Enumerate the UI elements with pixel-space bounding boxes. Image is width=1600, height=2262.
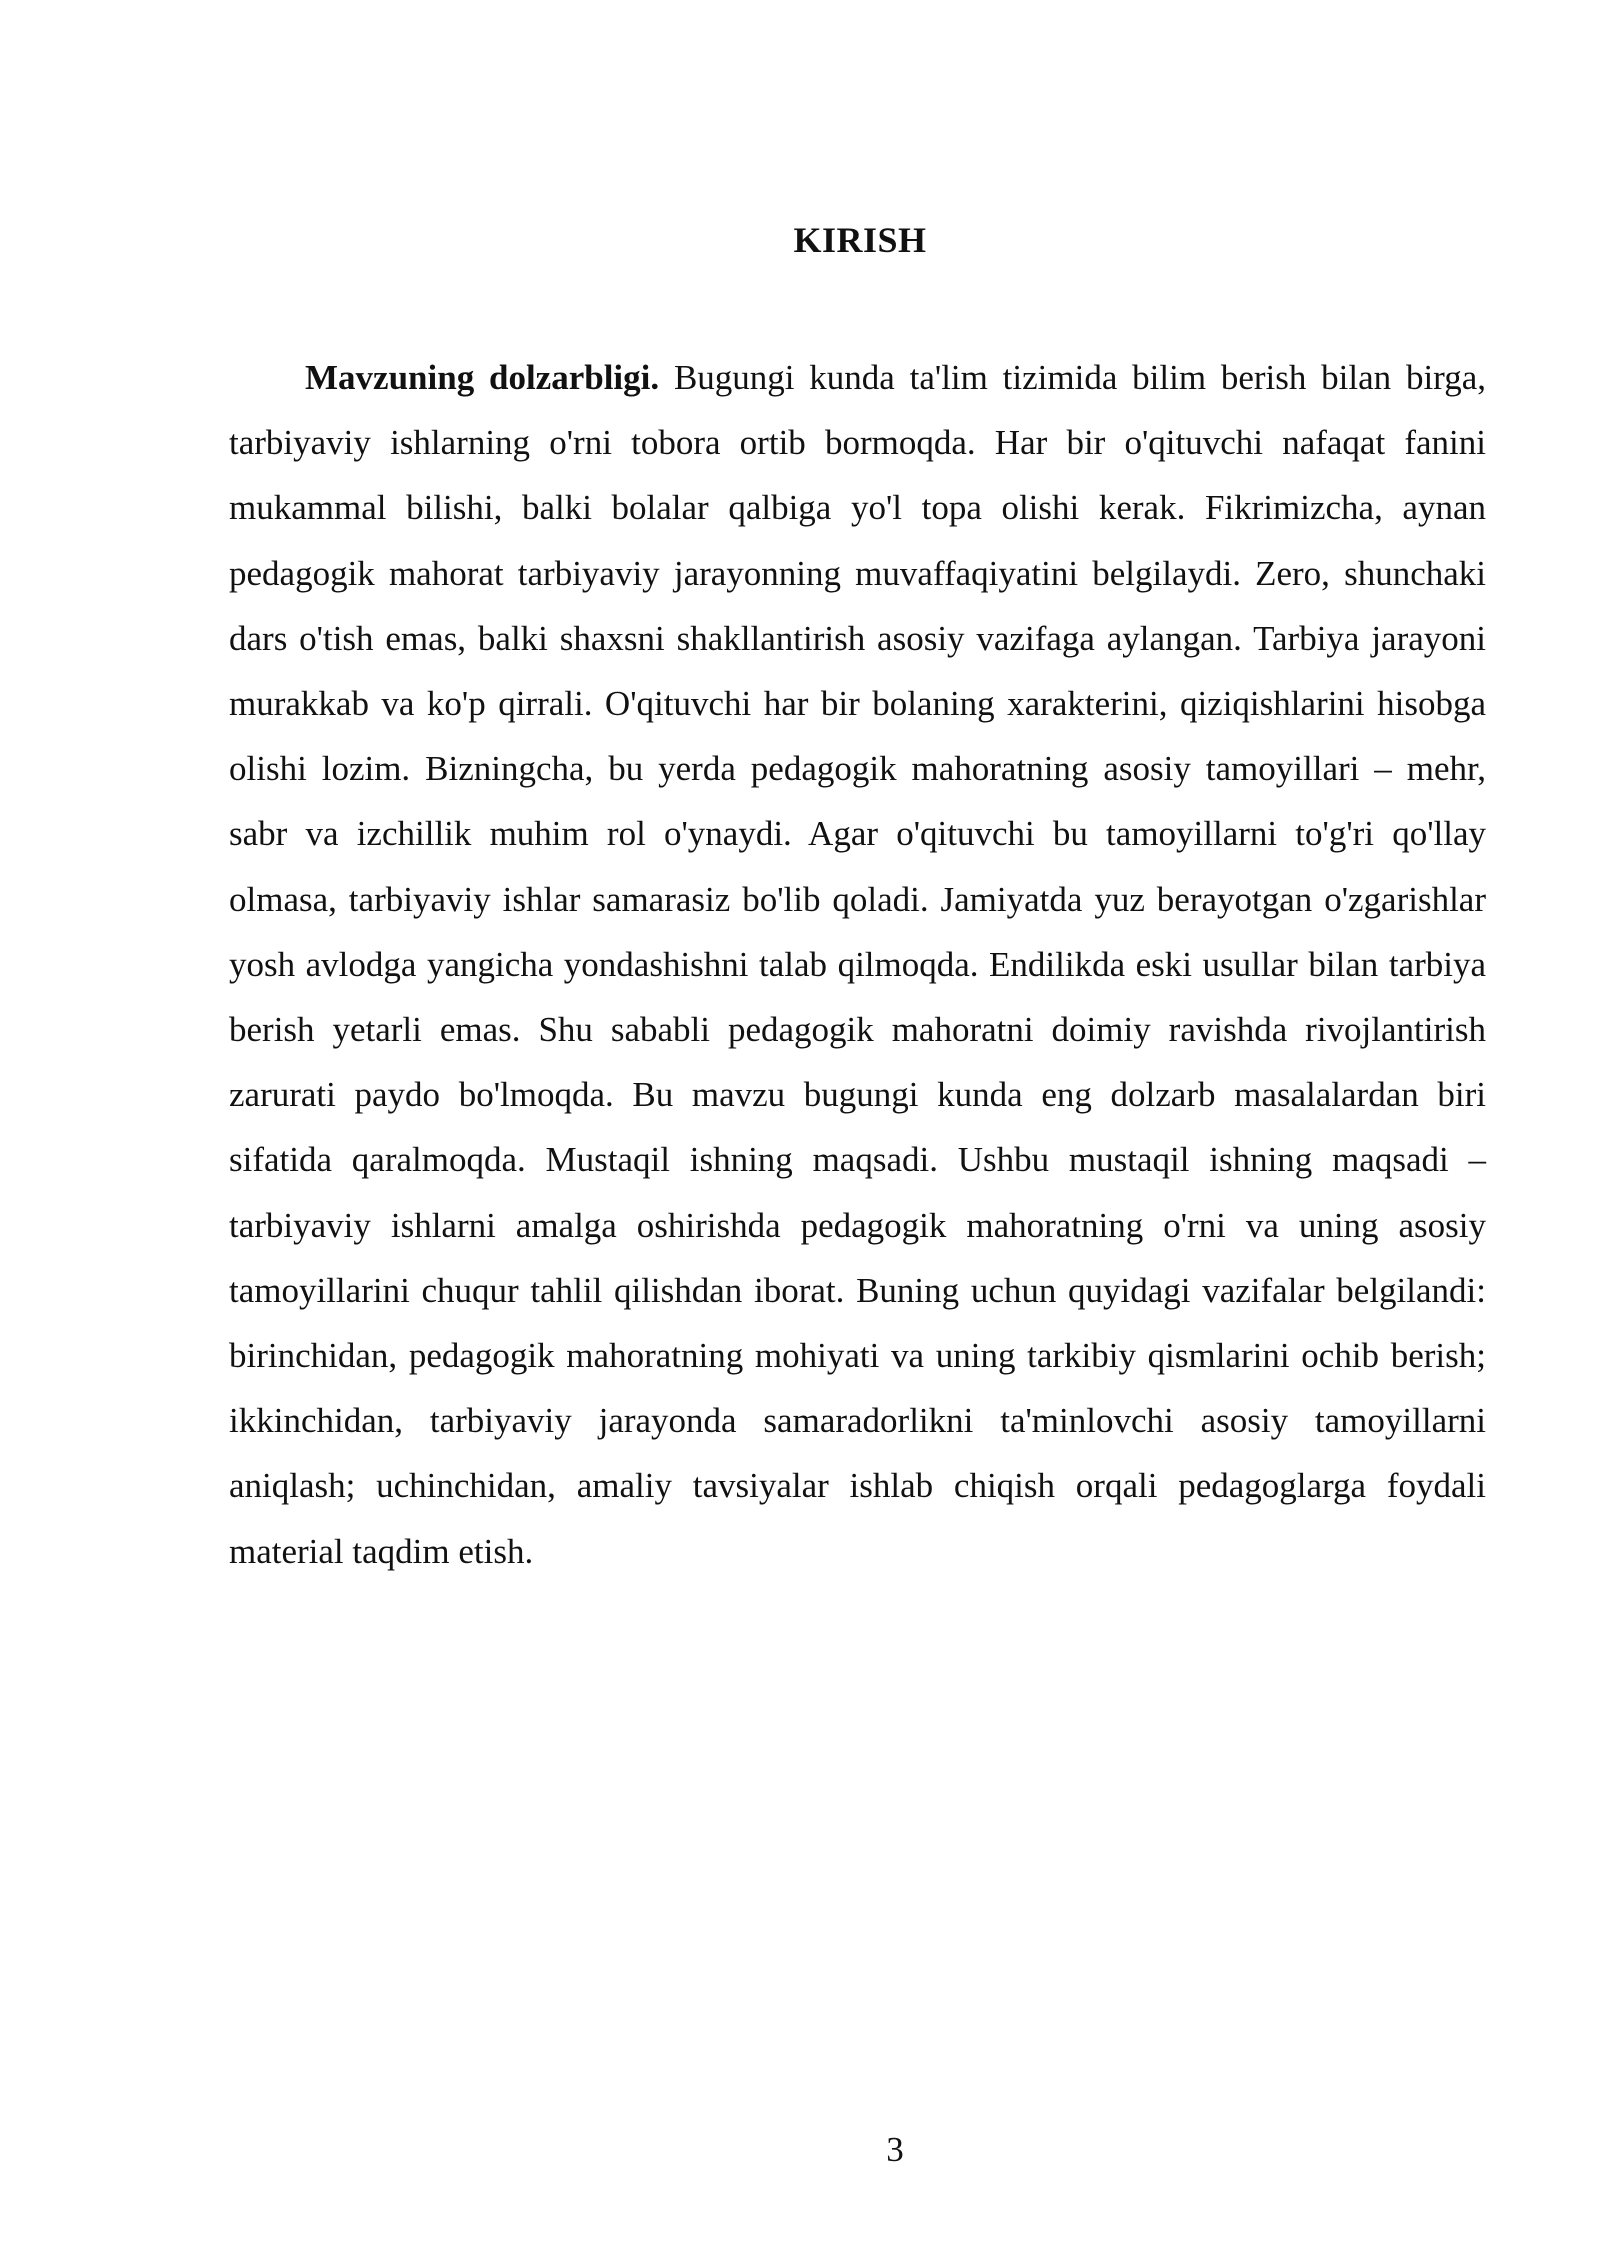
body-paragraph (229, 345, 1486, 1584)
paragraph-text: Bugungi kunda ta'lim tizimida bilim berish bilan birga, tarbiyaviy ishlarning o'rni tobora ortib bormoqda. Har bir o'qituvchi nafaqat fanini mukammal bilishi, balki bolalar qalbiga yo'l topa olishi kerak. Fikrimizcha, aynan pedagogik mahorat tarbiyaviy jarayonning muvaffaqiyatini belgilaydi. Zero, shunchaki dars o'tish emas, balki shaxsni shakllantirish asosiy vazifaga aylangan. Tarbiya jarayoni murakkab va ko'p qirrali. O'qituvchi har bir bolaning xarakterini, qiziqishlarini hisobga olishi lozim. Bizningcha, bu yerda pedagogik mahoratning asosiy tamoyillari – mehr, sabr va izchillik muhim rol o'ynaydi. Agar o'qituvchi bu tamoyillarni to'g'ri qo'llay olmasa, tarbiyaviy ishlar samarasiz bo'lib qoladi. Jamiyatda yuz berayotgan o'zgarishlar yosh avlodga yangicha yondashishni talab qilmoqda. Endilikda eski usullar bilan tarbiya berish yetarli emas. Shu sababli pedagogik mahoratni doimiy ravishda rivojlantirish zarurati paydo bo'lmoqda. Bu mavzu bugungi kunda eng dolzarb masalalardan biri sifatida qaralmoqda. Mustaqil ishning maqsadi. Ushbu mustaqil ishning maqsadi – tarbiyaviy ishlarni amalga oshirishda pedagogik mahoratning o'rni va uning asosiy tamoyillarini chuqur tahlil qilishdan iborat. Buning uchun quyidagi vazifalar belgilandi: birinchidan, pedagogik mahoratning mohiyati va uning tarkibiy qismlarini ochib berish; ikkinchidan, tarbiyaviy jarayonda samaradorlikni ta'minlovchi asosiy tamoyillarni aniqlash; uchinchidan, amaliy tavsiyalar ishlab chiqish orqali pedagoglarga foydali material taqdim etish. (229, 358, 1486, 1571)
paragraph-lead: Mavzuning dolzarbligi. (305, 358, 660, 397)
section-heading: KIRISH (793, 220, 927, 260)
page-number: 3 (886, 2130, 904, 2169)
